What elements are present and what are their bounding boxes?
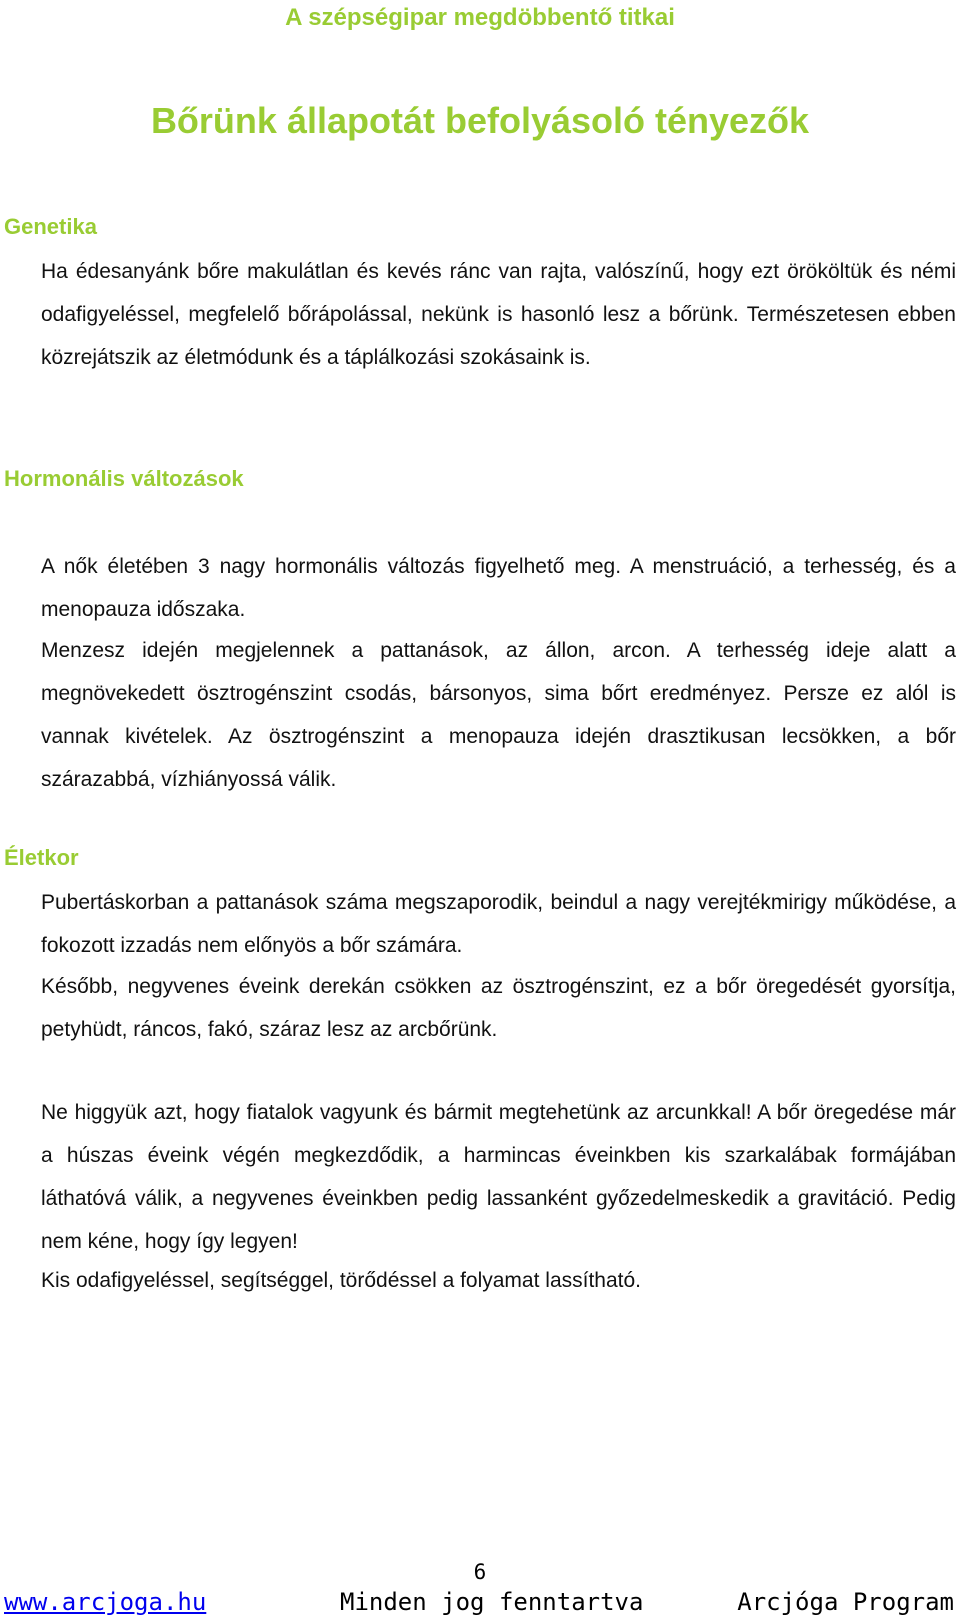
genetika-paragraph: Ha édesanyánk bőre makulátlan és kevés ránc van rajta, valószínű, hogy ezt örököltük és némi odafigyeléssel, megfelelő bőrápolással, nekünk is hasonló lesz a bőrünk. Természetesen ebben közrejátszik az életmódunk és a táplálkozási szokásaink is. (41, 260, 956, 369)
copyright-text: Minden jog fenntartva (340, 1588, 644, 1616)
page-title: Bőrünk állapotát befolyásoló tényezők (150, 100, 810, 141)
section-heading-hormonalis: Hormonális változások (4, 466, 244, 491)
program-name: Arcjóga Program (737, 1588, 954, 1616)
document-header-title: A szépségipar megdöbbentő titkai (285, 4, 675, 31)
footer (0, 1588, 960, 1620)
page-number: 6 (473, 1560, 487, 1584)
eletkor-paragraph-4: Kis odafigyeléssel, segítséggel, törődéssel a folyamat lassítható. (41, 1269, 641, 1292)
eletkor-paragraph-2: Később, negyvenes éveink derekán csökken az ösztrogénszint, ez a bőr öregedését gyorsítja, petyhüdt, ráncos, fakó, száraz lesz az arcbőrünk. (41, 975, 956, 1041)
eletkor-paragraph-1: Pubertáskorban a pattanások száma megszaporodik, beindul a nagy verejtékmirigy működése, a fokozott izzadás nem előnyös a bőr számára. (41, 891, 956, 957)
hormonalis-paragraph-1: A nők életében 3 nagy hormonális változás figyelhető meg. A menstruáció, a terhesség, és a menopauza időszaka. (41, 555, 956, 621)
section-heading-genetika: Genetika (4, 214, 97, 239)
eletkor-paragraph-3: Ne higgyük azt, hogy fiatalok vagyunk és bármit megtehetünk az arcunkkal! A bőr öregedése már a húszas éveink végén megkezdődik, a harmincas éveinkben kis szarkalábak formájában láthatóvá válik, a negyvenes éveinkben pedig lassanként győzedelmeskedik a gravitáció. Pedig nem kéne, hogy így legyen! (41, 1101, 956, 1253)
website-link[interactable]: www.arcjoga.hu (4, 1588, 207, 1616)
hormonalis-paragraph-2: Menzesz idején megjelennek a pattanások, az állon, arcon. A terhesség ideje alatt a megnövekedett ösztrogénszint csodás, bársonyos, sima bőrt eredményez. Persze ez alól is vannak kivételek. Az ösztrogénszint a menopauza idején drasztikusan lecsökken, a bőr szárazabbá, vízhiányossá válik. (41, 639, 956, 791)
section-heading-eletkor: Életkor (4, 845, 79, 870)
